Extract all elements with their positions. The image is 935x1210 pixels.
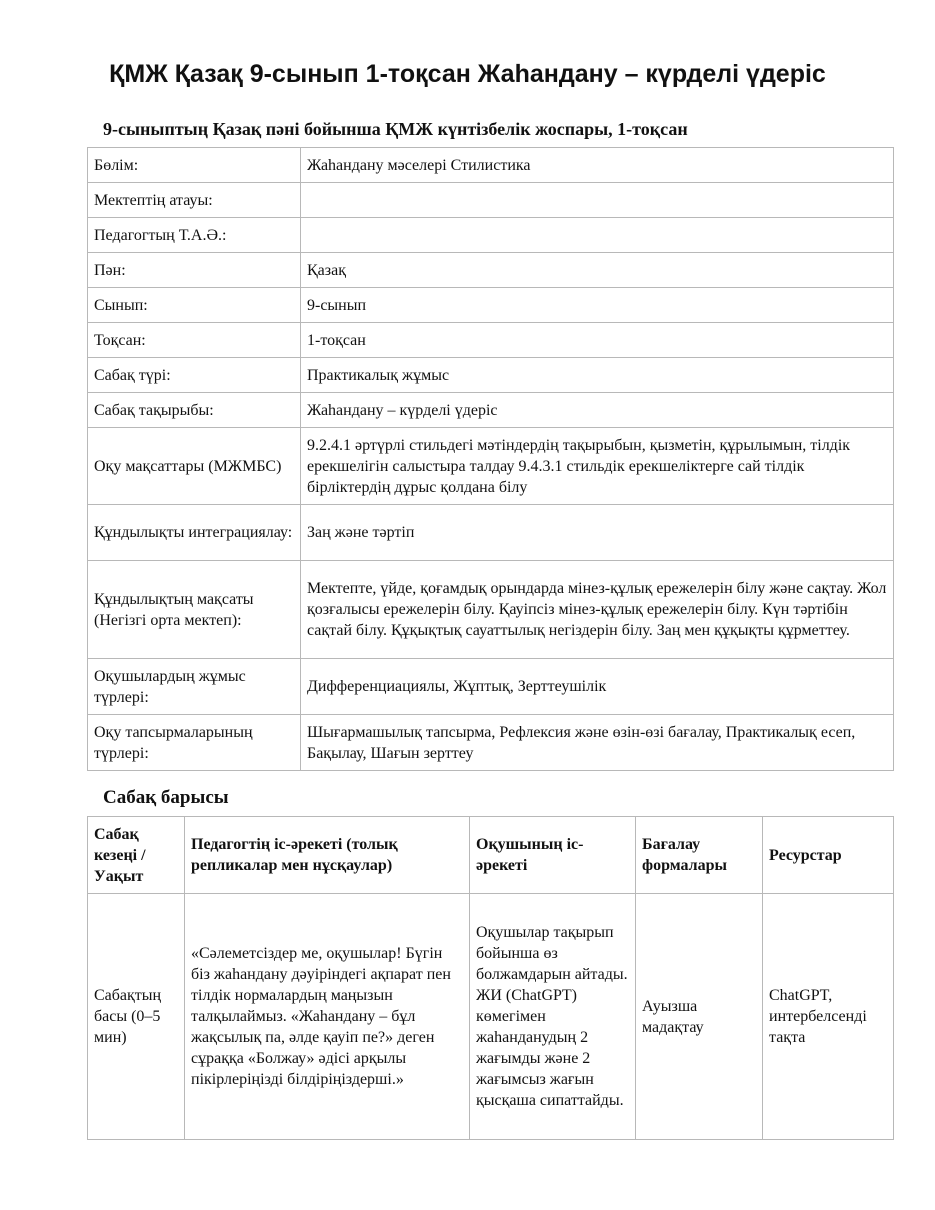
info-label: Сабақ түрі: — [88, 358, 301, 393]
plan-subtitle: 9-сыныптың Қазақ пәні бойынша ҚМЖ күнтізбелік жоспары, 1-тоқсан — [103, 119, 688, 139]
info-value: 1-тоқсан — [301, 323, 894, 358]
info-value: 9-сынып — [301, 288, 894, 323]
info-value: Қазақ — [301, 253, 894, 288]
assessment-cell: Ауызша мадақтау — [636, 894, 763, 1140]
info-value: Заң және тәртіп — [301, 505, 894, 561]
info-label: Оқу тапсырмаларының түрлері: — [88, 715, 301, 771]
resources-cell: ChatGPT, интербелсенді тақта — [763, 894, 894, 1140]
info-row — [88, 428, 894, 505]
process-header-row — [88, 817, 894, 894]
assessment-column-header: Бағалау формалары — [636, 817, 763, 894]
info-value — [301, 183, 894, 218]
info-label: Бөлім: — [88, 148, 301, 183]
info-value: Мектепте, үйде, қоғамдық орындарда мінез-құлық ережелерін білу және сақтау. Жол қозғалысы ережелерін білу. Қауіпсіз мінез-құлық ережелерін білу. Күн тәртібін сақтай білу. Құқықтық сауаттылық негіздерін білу. Заң мен құқықты құрметтеу. — [301, 561, 894, 659]
info-label: Педагогтың Т.А.Ә.: — [88, 218, 301, 253]
info-label: Құндылықтың мақсаты (Негізгі орта мектеп): — [88, 561, 301, 659]
info-row — [88, 148, 894, 183]
info-row — [88, 715, 894, 771]
info-label: Пән: — [88, 253, 301, 288]
info-value: Практикалық жұмыс — [301, 358, 894, 393]
info-row — [88, 659, 894, 715]
info-row — [88, 323, 894, 358]
info-row — [88, 505, 894, 561]
student-activity-cell: Оқушылар тақырып бойынша өз болжамдарын айтады. ЖИ (ChatGPT) көмегімен жаһанданудың 2 жағымды және 2 жағымсыз жағын қысқаша сипаттайды. — [470, 894, 636, 1140]
info-value: Жаһандану – күрделі үдеріс — [301, 393, 894, 428]
lesson-process-heading: Сабақ барысы — [103, 787, 229, 808]
info-label: Тоқсан: — [88, 323, 301, 358]
teacher-activity-cell: «Сәлеметсіздер ме, оқушылар! Бүгін біз жаһандану дәуіріндегі ақпарат пен тілдік нормалардың маңызын талқылаймыз. «Жаһандану – бұл жақсылық па, әлде қауіп пе?» деген сұраққа «Болжау» әдісі арқылы пікірлеріңізді білдіріңіздерші.» — [185, 894, 470, 1140]
info-label: Сабақ тақырыбы: — [88, 393, 301, 428]
resources-column-header: Ресурстар — [763, 817, 894, 894]
info-label: Мектептің атауы: — [88, 183, 301, 218]
teacher-column-header: Педагогтің іс-әрекеті (толық репликалар мен нұсқаулар) — [185, 817, 470, 894]
info-value: 9.2.4.1 әртүрлі стильдегі мәтіндердің тақырыбын, қызметін, құрылымын, тілдік ерекшелігін салыстыра талдау 9.4.3.1 стильдік ерекшеліктерге сай тілдік бірліктердің дұрыс қолдана білу — [301, 428, 894, 505]
info-label: Құндылықты интеграциялау: — [88, 505, 301, 561]
info-row — [88, 183, 894, 218]
info-value: Жаһандану мәселері Стилистика — [301, 148, 894, 183]
info-row — [88, 253, 894, 288]
stage-cell: Сабақтың басы (0–5 мин) — [88, 894, 185, 1140]
info-label: Оқу мақсаттары (МЖМБС) — [88, 428, 301, 505]
info-label: Оқушылардың жұмыс түрлері: — [88, 659, 301, 715]
info-row — [88, 288, 894, 323]
info-value: Шығармашылық тапсырма, Рефлексия және өзін-өзі бағалау, Практикалық есеп, Бақылау, Шағын зерттеу — [301, 715, 894, 771]
process-row — [88, 894, 894, 1140]
student-column-header: Оқушының іс-әрекеті — [470, 817, 636, 894]
info-value — [301, 218, 894, 253]
stage-column-header: Сабақ кезеңі / Уақыт — [88, 817, 185, 894]
info-label: Сынып: — [88, 288, 301, 323]
lesson-process-table — [87, 816, 894, 1140]
info-value: Дифференциациялы, Жұптық, Зерттеушілік — [301, 659, 894, 715]
lesson-info-table — [87, 147, 894, 771]
page-title: ҚМЖ Қазақ 9-сынып 1-тоқсан Жаһандану – күрделі үдеріс — [109, 60, 826, 88]
info-row — [88, 561, 894, 659]
info-row — [88, 393, 894, 428]
info-row — [88, 218, 894, 253]
info-row — [88, 358, 894, 393]
